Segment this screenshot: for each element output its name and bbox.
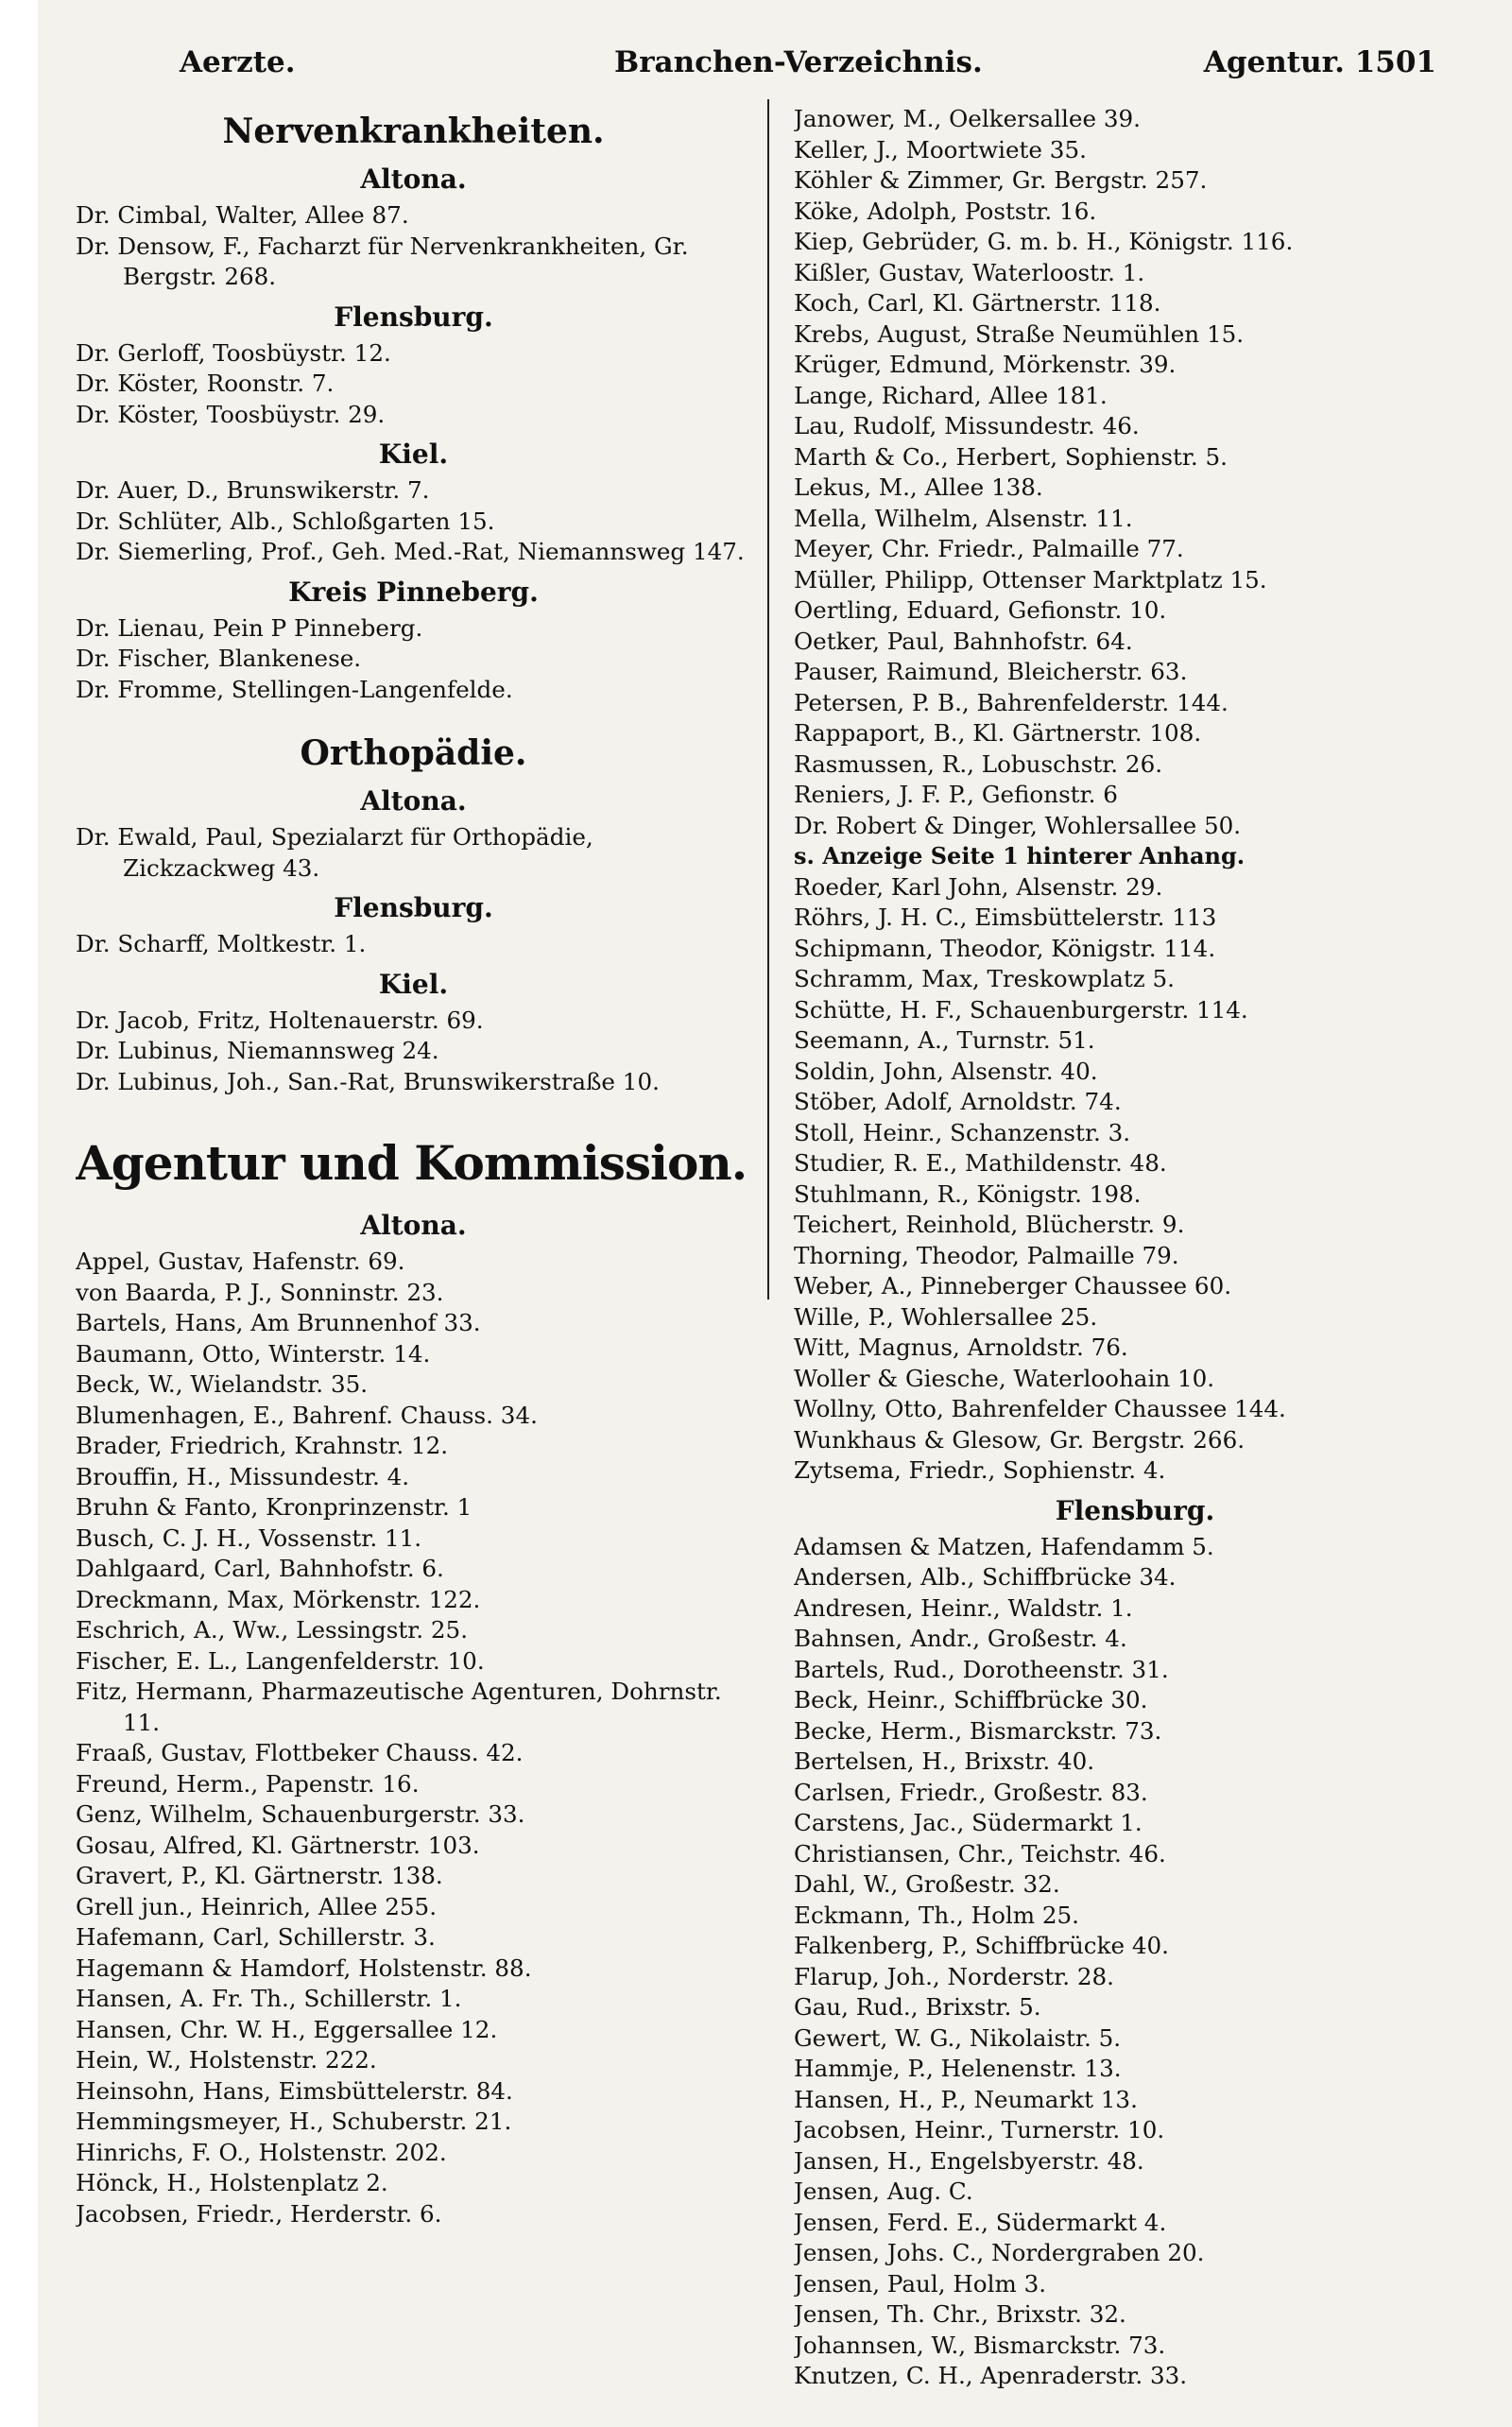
- directory-entry: Kißler, Gustav, Waterloostr. 1.: [794, 258, 1145, 286]
- directory-entry: Dr. Köster, Toosbüystr. 29.: [76, 400, 386, 428]
- directory-entry: Schipmann, Theodor, Königstr. 114.: [794, 934, 1216, 962]
- entry-list: [76, 1247, 751, 2229]
- directory-entry: Beck, Heinr., Schiffbrücke 30.: [794, 1686, 1148, 1713]
- header-left: Aerzte.: [180, 45, 296, 79]
- directory-entry: Dr. Robert & Dinger, Wohlersallee 50.: [794, 811, 1242, 839]
- directory-entry: Oetker, Paul, Bahnhofstr. 64.: [794, 627, 1133, 655]
- directory-entry: Hansen, Chr. W. H., Eggersallee 12.: [76, 2015, 498, 2043]
- directory-entry: Hansen, H., P., Neumarkt 13.: [794, 2085, 1138, 2113]
- directory-entry: Roeder, Karl John, Alsenstr. 29.: [794, 872, 1163, 901]
- directory-entry: Jensen, Aug. C.: [794, 2177, 973, 2205]
- city-heading: Altona.: [360, 1210, 467, 1241]
- directory-entry: Christiansen, Chr., Teichstr. 46.: [794, 1839, 1166, 1868]
- directory-entry: Baumann, Otto, Winterstr. 14.: [76, 1339, 431, 1368]
- directory-entry: Gravert, P., Kl. Gärtnerstr. 138.: [76, 1862, 443, 1889]
- directory-entry: Keller, J., Moortwiete 35.: [794, 135, 1087, 164]
- directory-entry: Wollny, Otto, Bahrenfelder Chaussee 144.: [794, 1395, 1286, 1422]
- directory-entry: Hansen, A. Fr. Th., Schillerstr. 1.: [76, 1985, 462, 2012]
- entry-list: [76, 929, 751, 960]
- directory-entry: von Baarda, P. J., Sonninstr. 23.: [76, 1278, 444, 1306]
- directory-entry: Dr. Jacob, Fritz, Holtenauerstr. 69.: [76, 1006, 484, 1034]
- directory-entry: Hemmingsmeyer, H., Schuberstr. 21.: [76, 2108, 512, 2135]
- directory-entry: Dreckmann, Max, Mörkenstr. 122.: [76, 1585, 481, 1613]
- directory-entry: Schramm, Max, Treskowplatz 5.: [794, 965, 1175, 992]
- directory-entry: Knutzen, C. H., Apenraderstr. 33.: [794, 2362, 1188, 2389]
- header-center: Branchen-Verzeichnis.: [614, 45, 983, 79]
- directory-entry: Brouffin, H., Missundestr. 4.: [76, 1462, 410, 1490]
- directory-entry: Bahnsen, Andr., Großestr. 4.: [794, 1625, 1127, 1652]
- column-divider: [767, 99, 769, 1300]
- directory-entry: Lau, Rudolf, Missundestr. 46.: [794, 412, 1140, 439]
- directory-entry: Rappaport, B., Kl. Gärtnerstr. 108.: [794, 719, 1202, 747]
- directory-entry: Dr. Auer, D., Brunswikerstr. 7.: [76, 476, 430, 504]
- directory-entry: Janower, M., Oelkersallee 39.: [794, 105, 1141, 132]
- directory-entry: Hammje, P., Helenenstr. 13.: [794, 2055, 1122, 2082]
- city-heading: Altona.: [360, 164, 467, 195]
- entry-list: [76, 200, 751, 293]
- entry-list: [76, 475, 751, 568]
- directory-entry: Reniers, J. F. P., Gefionstr. 6: [794, 781, 1118, 808]
- city-heading: Altona.: [360, 785, 467, 817]
- directory-entry: Johannsen, W., Bismarckstr. 73.: [794, 2331, 1166, 2359]
- directory-entry: Eckmann, Th., Holm 25.: [794, 1901, 1079, 1929]
- city-heading: Flensburg.: [334, 892, 493, 923]
- directory-entry: Dr. Lubinus, Joh., San.-Rat, Brunswikerstraße 10.: [76, 1067, 660, 1095]
- directory-entry: Jansen, H., Engelsbyerstr. 48.: [794, 2146, 1144, 2175]
- directory-entry: Rasmussen, R., Lobuschstr. 26.: [794, 749, 1163, 778]
- page-header: [180, 45, 1436, 93]
- entry-list: [76, 822, 751, 884]
- entry-list: [76, 613, 751, 706]
- directory-entry: Dr. Lienau, Pein P Pinneberg.: [76, 613, 423, 642]
- directory-entry: Dr. Gerloff, Toosbüystr. 12.: [76, 338, 391, 367]
- city-heading: Flensburg.: [334, 301, 493, 333]
- directory-entry: Dr. Fromme, Stellingen-Langenfelde.: [76, 675, 513, 703]
- city-heading: Flensburg.: [1055, 1494, 1215, 1526]
- category-title-nerven: Nervenkrankheiten.: [222, 112, 605, 151]
- directory-entry: Oertling, Eduard, Gefionstr. 10.: [794, 596, 1167, 624]
- directory-entry: Lekus, M., Allee 138.: [794, 473, 1043, 501]
- directory-entry: Meyer, Chr. Friedr., Palmaille 77.: [794, 535, 1184, 562]
- city-heading: Kiel.: [378, 439, 449, 470]
- directory-entry: Soldin, John, Alsenstr. 40.: [794, 1057, 1098, 1085]
- entry-list: [76, 338, 751, 431]
- directory-entry: Jensen, Ferd. E., Südermarkt 4.: [794, 2208, 1167, 2236]
- directory-entry: Gosau, Alfred, Kl. Gärtnerstr. 103.: [76, 1831, 480, 1859]
- directory-entry: Dr. Siemerling, Prof., Geh. Med.-Rat, Niemannsweg 147.: [76, 538, 745, 565]
- directory-entry: Genz, Wilhelm, Schauenburgerstr. 33.: [76, 1800, 525, 1828]
- directory-entry: Dahl, W., Großestr. 32.: [794, 1870, 1060, 1898]
- directory-entry: Stuhlmann, R., Königstr. 198.: [794, 1179, 1142, 1208]
- directory-entry: Jensen, Johs. C., Nordergraben 20.: [794, 2239, 1205, 2266]
- directory-entry: Mella, Wilhelm, Alsenstr. 11.: [794, 504, 1133, 532]
- directory-entry: Bruhn & Fanto, Kronprinzenstr. 1: [76, 1493, 472, 1521]
- directory-entry: Brader, Friedrich, Krahnstr. 12.: [76, 1432, 449, 1459]
- directory-entry: Blumenhagen, E., Bahrenf. Chauss. 34.: [76, 1401, 538, 1429]
- directory-entry: Appel, Gustav, Hafenstr. 69.: [76, 1248, 405, 1275]
- header-right: Agentur. 1501: [1203, 45, 1436, 79]
- city-heading: Kiel.: [378, 968, 449, 1000]
- directory-entry: Andresen, Heinr., Waldstr. 1.: [794, 1593, 1133, 1622]
- entry-list: [794, 104, 1476, 841]
- directory-entry: Krüger, Edmund, Mörkenstr. 39.: [794, 351, 1177, 378]
- directory-entry: Hafemann, Carl, Schillerstr. 3.: [76, 1923, 436, 1951]
- directory-entry: Kiep, Gebrüder, G. m. b. H., Königstr. 116.: [794, 228, 1294, 255]
- directory-entry: Weber, A., Pinneberger Chaussee 60.: [794, 1272, 1232, 1300]
- directory-entry: Carlsen, Friedr., Großestr. 83.: [794, 1778, 1148, 1806]
- directory-entry: Dr. Scharff, Moltkestr. 1.: [76, 930, 367, 957]
- directory-entry: Teichert, Reinhold, Blücherstr. 9.: [794, 1211, 1185, 1238]
- category-title-agentur: Agentur und Kommission.: [76, 1135, 747, 1191]
- directory-entry: Jacobsen, Friedr., Herderstr. 6.: [76, 2199, 442, 2228]
- spacer: [76, 705, 751, 726]
- directory-entry: Stöber, Adolf, Arnoldstr. 74.: [794, 1088, 1122, 1115]
- category-title-ortho: Orthopädie.: [300, 733, 527, 773]
- directory-page: [38, 0, 1512, 2427]
- directory-entry: Seemann, A., Turnstr. 51.: [794, 1026, 1095, 1054]
- right-column: [794, 104, 1476, 2410]
- directory-entry: Freund, Herm., Papenstr. 16.: [76, 1769, 420, 1798]
- directory-entry: Adamsen & Matzen, Hafendamm 5.: [794, 1532, 1214, 1560]
- directory-entry: Fitz, Hermann, Pharmazeutische Agenturen, Dohrnstr. 11.: [76, 1678, 722, 1736]
- directory-entry: Petersen, P. B., Bahrenfelderstr. 144.: [794, 688, 1228, 716]
- directory-entry: Bartels, Rud., Dorotheenstr. 31.: [794, 1655, 1169, 1683]
- directory-entry: Becke, Herm., Bismarckstr. 73.: [794, 1716, 1162, 1745]
- directory-entry: Jensen, Paul, Holm 3.: [794, 2269, 1047, 2298]
- directory-entry: Zytsema, Friedr., Sophienstr. 4.: [794, 1456, 1166, 1484]
- directory-entry: Thorning, Theodor, Palmaille 79.: [794, 1241, 1179, 1269]
- directory-entry: Dr. Fischer, Blankenese.: [76, 645, 362, 672]
- directory-entry: Carstens, Jac., Südermarkt 1.: [794, 1809, 1143, 1836]
- directory-entry: Heinsohn, Hans, Eimsbüttelerstr. 84.: [76, 2076, 513, 2105]
- directory-entry: Dr. Köster, Roonstr. 7.: [76, 370, 335, 397]
- directory-entry: Dr. Lubinus, Niemannsweg 24.: [76, 1037, 439, 1064]
- left-column: [76, 104, 751, 2410]
- directory-entry: Dr. Densow, F., Facharzt für Nervenkrankheiten, Gr. Bergstr. 268.: [76, 232, 689, 290]
- directory-entry: Witt, Magnus, Arnoldstr. 76.: [794, 1334, 1128, 1361]
- city-heading: Kreis Pinneberg.: [288, 576, 539, 608]
- directory-entry: Dr. Ewald, Paul, Spezialarzt für Orthopädie, Zickzackweg 43.: [76, 823, 593, 882]
- directory-entry: Jensen, Th. Chr., Brixstr. 32.: [794, 2300, 1126, 2328]
- directory-entry: Woller & Giesche, Waterloohain 10.: [794, 1364, 1215, 1392]
- directory-entry: Hagemann & Hamdorf, Holstenstr. 88.: [76, 1954, 532, 1982]
- directory-entry: Müller, Philipp, Ottenser Marktplatz 15.: [794, 565, 1267, 594]
- directory-entry: Andersen, Alb., Schiffbrücke 34.: [794, 1563, 1177, 1591]
- directory-entry: Köhler & Zimmer, Gr. Bergstr. 257.: [794, 166, 1208, 194]
- directory-entry: Pauser, Raimund, Bleicherstr. 63.: [794, 658, 1188, 685]
- directory-entry: Koch, Carl, Kl. Gärtnerstr. 118.: [794, 289, 1161, 317]
- directory-entry: Hönck, H., Holstenplatz 2.: [76, 2169, 388, 2196]
- directory-entry: Wille, P., Wohlersallee 25.: [794, 1302, 1098, 1331]
- directory-entry: Köke, Adolph, Poststr. 16.: [794, 197, 1097, 225]
- directory-entry: Dr. Schlüter, Alb., Schloßgarten 15.: [76, 507, 495, 535]
- entry-list: [794, 872, 1476, 1487]
- directory-entry: Stoll, Heinr., Schanzenstr. 3.: [794, 1118, 1131, 1146]
- directory-entry: Dr. Cimbal, Walter, Allee 87.: [76, 201, 409, 229]
- directory-entry: Fischer, E. L., Langenfelderstr. 10.: [76, 1646, 485, 1675]
- directory-entry: Röhrs, J. H. C., Eimsbüttelerstr. 113: [794, 904, 1217, 931]
- directory-entry: Marth & Co., Herbert, Sophienstr. 5.: [794, 442, 1228, 471]
- directory-entry: Studier, R. E., Mathildenstr. 48.: [794, 1149, 1167, 1177]
- directory-entry: Beck, W., Wielandstr. 35.: [76, 1370, 369, 1398]
- entry-list: [794, 1532, 1476, 2392]
- directory-entry: Flarup, Joh., Norderstr. 28.: [794, 1962, 1114, 1990]
- directory-entry: Hein, W., Holstenstr. 222.: [76, 2046, 377, 2074]
- directory-entry: Hinrichs, F. O., Holstenstr. 202.: [76, 2138, 447, 2166]
- directory-entry: Falkenberg, P., Schiffbrücke 40.: [794, 1932, 1169, 1959]
- entry-list: [76, 1006, 751, 1098]
- directory-entry: Bartels, Hans, Am Brunnenhof 33.: [76, 1309, 481, 1336]
- directory-entry: Lange, Richard, Allee 181.: [794, 381, 1108, 409]
- directory-entry: Eschrich, A., Ww., Lessingstr. 25.: [76, 1616, 469, 1644]
- directory-entry: Dahlgaard, Carl, Bahnhofstr. 6.: [76, 1555, 444, 1582]
- directory-entry: Gewert, W. G., Nikolaistr. 5.: [794, 2023, 1122, 2052]
- directory-entry: Fraaß, Gustav, Flottbeker Chauss. 42.: [76, 1739, 524, 1766]
- directory-entry: Schütte, H. F., Schauenburgerstr. 114.: [794, 995, 1248, 1024]
- directory-entry: Wunkhaus & Glesow, Gr. Bergstr. 266.: [794, 1425, 1246, 1454]
- directory-entry: Busch, C. J. H., Vossenstr. 11.: [76, 1523, 422, 1552]
- directory-entry: Jacobsen, Heinr., Turnerstr. 10.: [794, 2116, 1165, 2143]
- directory-entry: Bertelsen, H., Brixstr. 40.: [794, 1747, 1095, 1775]
- directory-entry: Gau, Rud., Brixstr. 5.: [794, 1993, 1041, 2021]
- directory-entry: Grell jun., Heinrich, Allee 255.: [76, 1892, 438, 1920]
- directory-entry: Krebs, August, Straße Neumühlen 15.: [794, 319, 1245, 348]
- advertisement-notice: s. Anzeige Seite 1 hinterer Anhang.: [794, 842, 1246, 869]
